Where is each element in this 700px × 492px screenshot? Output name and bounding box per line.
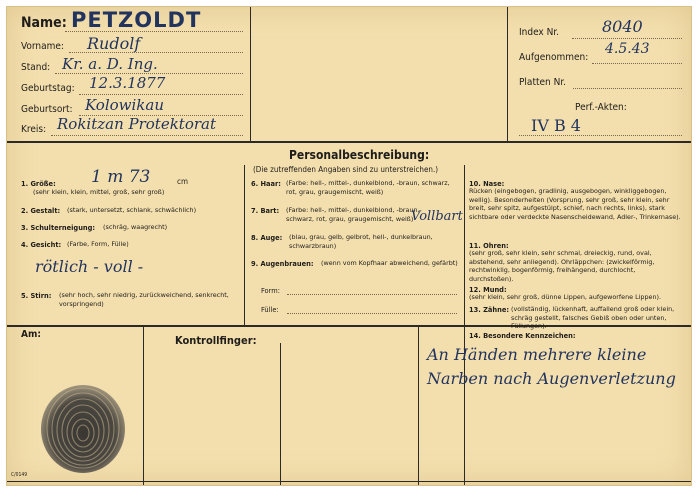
stirn-label: 5. Stirn: (21, 291, 52, 300)
augenbrauen-fuelle-dots (287, 313, 457, 314)
perf-value: IV B 4 (531, 116, 581, 135)
ohren-label: 11. Ohren: (469, 241, 509, 250)
mund-label: 12. Mund: (469, 285, 507, 294)
form-code: C/0149 (11, 472, 28, 478)
mund-options: (sehr klein, sehr groß, dünne Lippen, aufgeworfene Lippen). (469, 293, 662, 301)
auge-label: 8. Auge: (251, 233, 283, 242)
schulter-options: (schräg, waagrecht) (103, 223, 168, 231)
perf-dots (519, 135, 682, 136)
geburtstag-value: 12.3.1877 (89, 74, 166, 92)
kreis-label: Kreis: (21, 124, 47, 135)
vorname-value: Rudolf (87, 34, 141, 53)
rule-col-right (464, 165, 465, 486)
gesicht-value: rötlich - voll - (35, 257, 144, 276)
index-value: 8040 (602, 17, 643, 36)
augenbrauen-fuelle-label: Fülle: (261, 305, 279, 314)
augenbrauen-options: (wenn vom Kopfhaar abweichend, gefärbt) (321, 259, 458, 267)
vorname-label: Vorname: (21, 41, 64, 52)
groesse-label: 1. Größe: (21, 179, 56, 188)
bart-options: (Farbe: hell-, mittel-, dunkelblond, -braun, schwarz, rot, grau, graugemischt, weiß) (286, 206, 420, 223)
fingerprint-image (37, 379, 129, 475)
name-value: PETZOLDT (71, 8, 202, 32)
personal-title: Personalbeschreibung: (289, 148, 430, 162)
nase-label: 10. Nase: (469, 179, 505, 188)
rule-finger-2 (280, 343, 281, 486)
auge-options: (blau, grau, gelb, gelbrot, hell-, dunkelbraun, schwarzbraun) (289, 233, 433, 250)
gesicht-label: 4. Gesicht: (21, 240, 62, 249)
stand-label: Stand: (21, 62, 51, 73)
vorname-dots (69, 52, 243, 53)
index-dots (572, 38, 682, 39)
haar-label: 6. Haar: (251, 179, 281, 188)
rule-header-bottom (7, 141, 692, 143)
rule-header-left (250, 7, 251, 141)
augenbrauen-label: 9. Augenbrauen: (251, 259, 314, 268)
geburtstag-label: Geburtstag: (21, 83, 75, 94)
ohren-options: (sehr groß, sehr klein, sehr schmal, dreieckig, rund, oval, abstehend, sehr anliegend). Ohrläppchen: (zwickelförmig, rechtwinklig, bogenförmig, freihängend, durchlocht, durchstoßen). (469, 249, 655, 283)
aufgenommen-label: Aufgenommen: (519, 52, 589, 63)
kennzeichen-label: 14. Besondere Kennzeichen: (469, 331, 576, 340)
platten-label: Platten Nr. (519, 77, 566, 88)
rule-bottom (7, 481, 692, 482)
index-label: Index Nr. (519, 27, 559, 38)
groesse-unit: cm (177, 177, 188, 186)
name-label: Name: (21, 15, 67, 31)
rule-finger-1 (143, 325, 144, 486)
aufgenommen-dots (592, 63, 682, 64)
schulter-label: 3. Schulterneigung: (21, 223, 96, 232)
rule-col-left (244, 165, 245, 325)
kontroll-label: Kontrollfinger: (175, 334, 257, 347)
bart-value: Vollbart (411, 209, 463, 224)
gestalt-options: (stark, untersetzt, schlank, schwächlich) (67, 206, 197, 214)
zaehne-options: (vollständig, lückenhaft, auffallend groß oder klein, schräg gestellt, falsches Gebiß oben oder unten, Füllungen). (511, 305, 675, 331)
haar-options: (Farbe: hell-, mittel-, dunkelblond, -braun, schwarz, rot, grau, graugemischt, weiß) (286, 179, 450, 196)
perf-label: Perf.-Akten: (575, 102, 627, 113)
nase-options: Rücken (eingebogen, gradlinig, ausgebogen, winkliggebogen, wellig). Besonderheiten (Vorsprung, sehr groß, sehr klein, sehr breit, sehr spitz, aufgestülpt, schief, nach rechts, links), stark sichtbare oder verdeckte Nasenscheidewand, Adler-, Trinkernase). (469, 187, 681, 221)
arm-label: Am: (21, 329, 41, 340)
groesse-value: 1 m 73 (91, 167, 151, 187)
name-dots (65, 31, 243, 32)
geburtstag-dots (79, 94, 243, 95)
augenbrauen-form-label: Form: (261, 286, 280, 295)
stirn-options: (sehr hoch, sehr niedrig, zurückweichend, senkrecht, vorspringend) (59, 291, 229, 308)
geburtsort-label: Geburtsort: (21, 104, 73, 115)
platten-dots (573, 88, 682, 89)
zaehne-label: 13. Zähne: (469, 305, 510, 314)
rule-finger-3 (418, 325, 419, 486)
personal-subtitle: (Die zutreffenden Angaben sind zu unterstreichen.) (253, 165, 439, 174)
gestalt-label: 2. Gestalt: (21, 206, 61, 215)
rule-header-right (507, 7, 508, 141)
personal-card (6, 6, 692, 486)
gesicht-options: (Farbe, Form, Fülle) (67, 240, 129, 248)
kreis-dots (51, 135, 243, 136)
kreis-value: Rokitzan Protektorat (57, 115, 217, 133)
augenbrauen-form-dots (287, 294, 457, 295)
geburtsort-value: Kolowikau (85, 96, 164, 114)
kennzeichen-value-line2: Narben nach Augenverletzung (427, 369, 676, 388)
aufgenommen-value: 4.5.43 (605, 41, 650, 57)
groesse-options: (sehr klein, klein, mittel, groß, sehr groß) (33, 188, 165, 196)
kennzeichen-value-line1: An Händen mehrere kleine (427, 345, 647, 364)
bart-label: 7. Bart: (251, 206, 280, 215)
stand-value: Kr. a. D. Ing. (62, 55, 158, 73)
